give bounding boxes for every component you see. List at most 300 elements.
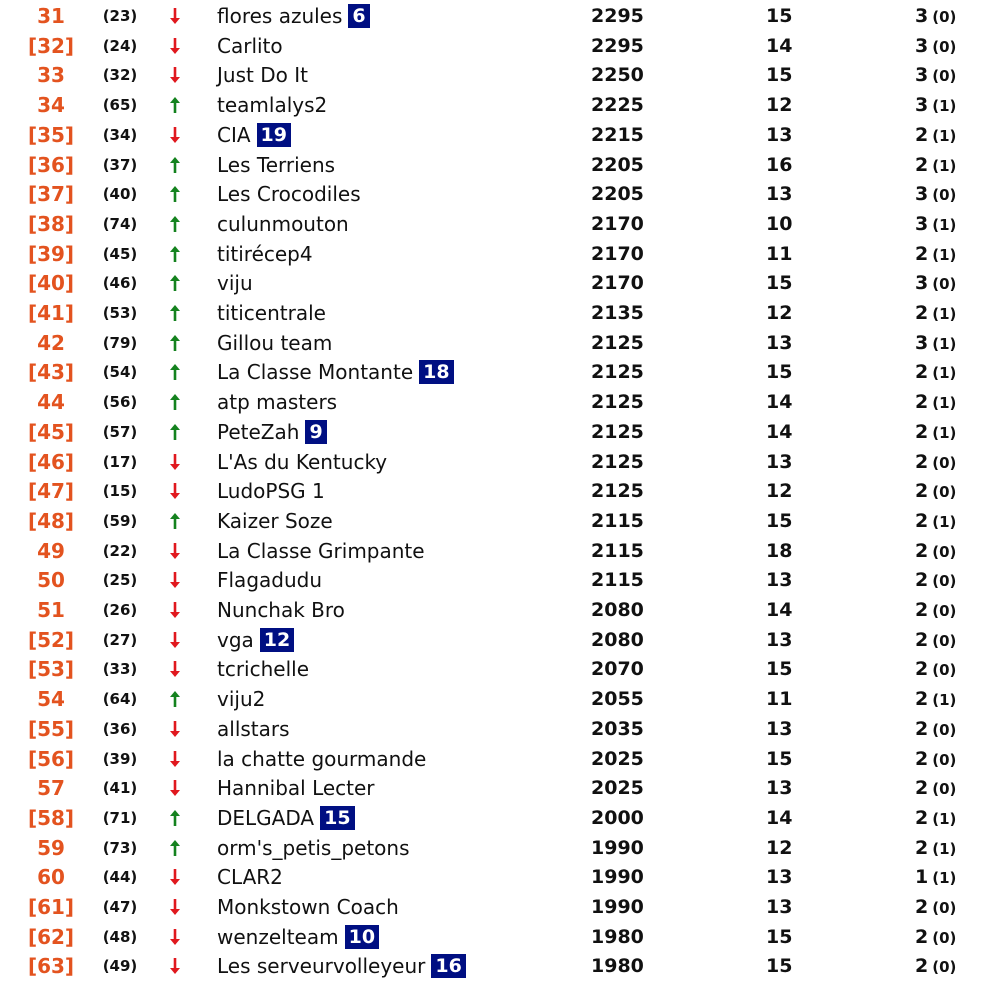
table-row[interactable] [0,744,1008,774]
wins: 2 [915,658,929,681]
arrow-down-icon [165,536,185,566]
previous-rank: (23) [102,7,138,25]
table-row[interactable] [0,239,1008,269]
team-name[interactable]: CLAR2 [217,865,283,890]
games-played: 13 [766,450,793,473]
team-name[interactable]: Flagadudu [217,568,323,593]
wins: 3 [915,183,929,206]
arrow-down-icon [165,60,185,90]
games-played: 14 [766,599,793,621]
wins-detail: (0) [932,8,957,26]
team-name[interactable]: Monkstown Coach [217,895,399,919]
previous-rank: (79) [102,333,138,352]
points: 2170 [591,242,644,265]
games-played: 14 [766,34,793,57]
table-row[interactable] [0,447,1008,477]
team-badge: 16 [431,954,465,978]
team-badge: 10 [345,925,379,949]
rank: [58] [27,805,75,830]
table-row[interactable] [0,179,1008,209]
wins-detail: (1) [932,839,957,858]
games-played: 12 [766,302,793,324]
team-name[interactable]: La Classe Montante [217,360,414,385]
wins: 3 [915,64,929,87]
games-played: 15 [766,925,793,948]
arrow-down-icon [165,625,185,655]
wins-detail: (1) [932,245,957,264]
wins-detail: (0) [932,275,957,294]
wins-detail: (0) [932,958,957,977]
wins-detail: (0) [932,602,957,620]
wins: 2 [915,747,929,770]
arrow-up-icon [165,803,185,833]
points: 2295 [591,34,644,57]
games-played: 11 [766,688,793,711]
arrow-up-icon [165,684,185,714]
games-played: 12 [766,94,793,117]
wins: 3 [915,212,929,235]
points: 2250 [591,64,644,87]
arrow-down-icon [165,565,185,595]
points: 2125 [591,391,644,414]
games-played: 11 [766,242,793,265]
table-row[interactable] [0,951,1008,981]
team-name[interactable]: Hannibal Lecter [217,776,375,801]
wins: 2 [915,420,929,443]
arrow-up-icon [165,357,185,387]
previous-rank: (59) [102,511,138,530]
previous-rank: (32) [102,66,138,85]
team-name[interactable]: atp masters [217,390,338,415]
points: 2055 [591,688,644,711]
rank: 42 [37,330,65,355]
games-played: 15 [766,747,793,770]
wins-detail: (0) [932,67,957,86]
games-played: 13 [766,183,793,206]
team-name[interactable]: L'As du Kentucky [217,449,388,474]
table-row[interactable] [0,922,1008,952]
previous-rank: (74) [102,214,138,233]
wins: 2 [915,925,929,948]
games-played: 15 [766,272,793,295]
wins: 2 [915,777,929,800]
rank: 31 [37,4,65,28]
table-row[interactable] [0,714,1008,744]
team-name[interactable]: allstars [217,716,290,741]
games-played: 13 [766,123,793,146]
games-played: 13 [766,777,793,800]
team-name[interactable]: titicentrale [217,301,326,325]
wins: 2 [915,391,929,414]
rank: 34 [37,93,65,118]
arrow-down-icon [165,744,185,774]
wins-detail: (0) [932,661,957,680]
games-played: 15 [766,509,793,532]
arrow-up-icon [165,239,185,269]
rank: [32] [27,33,75,58]
previous-rank: (64) [102,690,138,709]
team-badge: 9 [305,420,326,444]
wins: 2 [915,153,929,176]
wins: 2 [915,717,929,740]
wins-detail: (0) [932,542,957,561]
previous-rank: (39) [102,749,138,768]
wins: 3 [915,34,929,57]
rank: 60 [37,865,65,890]
wins-detail: (1) [932,97,957,116]
wins: 3 [915,94,929,117]
wins-detail: (1) [932,512,957,531]
points: 2080 [591,628,644,651]
wins-detail: (0) [932,720,957,739]
team-name[interactable]: CIA [217,122,251,147]
rank: 57 [37,776,65,801]
games-played: 15 [766,658,793,681]
previous-rank: (54) [102,363,138,382]
arrow-down-icon [165,120,185,150]
wins: 3 [915,331,929,354]
arrow-up-icon [165,506,185,536]
rank: [48] [27,508,75,533]
arrow-up-icon [165,328,185,358]
points: 2125 [591,331,644,354]
games-played: 14 [766,806,793,829]
wins: 1 [915,866,929,889]
table-row[interactable] [0,90,1008,120]
wins: 2 [915,955,929,978]
points: 1990 [591,896,644,918]
arrow-down-icon [165,476,185,506]
table-row[interactable] [0,833,1008,863]
games-played: 13 [766,628,793,651]
previous-rank: (45) [102,244,138,263]
team-name[interactable]: flores azules [217,4,343,28]
games-played: 18 [766,539,793,562]
previous-rank: (73) [102,838,138,857]
team-name[interactable]: Nunchak Bro [217,598,345,622]
table-row[interactable] [0,803,1008,833]
arrow-down-icon [165,595,185,625]
wins-detail: (0) [932,928,957,947]
rank: [45] [27,419,75,444]
rank: [55] [27,716,75,741]
points: 1990 [591,866,644,889]
wins: 2 [915,688,929,711]
points: 2125 [591,361,644,384]
rank: [46] [27,449,75,474]
points: 2115 [591,569,644,592]
wins-detail: (0) [932,186,957,205]
rank: [37] [27,182,75,207]
rank: 54 [37,687,65,712]
wins: 2 [915,242,929,265]
previous-rank: (25) [102,571,138,590]
previous-rank: (44) [102,868,138,887]
points: 2025 [591,777,644,800]
wins: 2 [915,628,929,651]
wins-detail: (1) [932,305,957,323]
table-row[interactable] [0,506,1008,536]
points: 2000 [591,806,644,829]
previous-rank: (36) [102,719,138,738]
games-played: 14 [766,420,793,443]
games-played: 12 [766,480,793,503]
table-row[interactable] [0,892,1008,922]
team-name[interactable]: Gillou team [217,330,333,355]
team-name[interactable]: LudoPSG 1 [217,479,325,504]
table-row[interactable] [0,565,1008,595]
wins: 2 [915,806,929,829]
previous-rank: (48) [102,927,138,946]
previous-rank: (41) [102,779,138,798]
arrow-up-icon [165,833,185,863]
wins-detail: (0) [932,37,957,56]
table-row[interactable] [0,387,1008,417]
wins-detail: (1) [932,809,957,828]
previous-rank: (15) [102,482,138,501]
wins: 2 [915,539,929,562]
rank: [61] [27,895,75,919]
table-row[interactable] [0,328,1008,358]
wins: 3 [915,272,929,295]
wins: 2 [915,599,929,621]
games-played: 13 [766,866,793,889]
points: 2070 [591,658,644,681]
games-played: 15 [766,361,793,384]
arrow-down-icon [165,1,185,31]
team-name[interactable]: tcrichelle [217,657,310,682]
previous-rank: (37) [102,155,138,174]
arrow-up-icon [165,268,185,298]
arrow-down-icon [165,922,185,952]
wins: 2 [915,361,929,384]
wins-detail: (1) [932,364,957,383]
arrow-down-icon [165,862,185,892]
wins-detail: (0) [932,572,957,591]
rank: [41] [27,301,75,325]
games-played: 13 [766,896,793,918]
rank: [47] [27,479,75,504]
team-name[interactable]: viju [217,271,253,296]
previous-rank: (57) [102,422,138,441]
rank: [39] [27,241,75,266]
wins: 2 [915,569,929,592]
previous-rank: (71) [102,808,138,827]
previous-rank: (40) [102,185,138,204]
points: 2295 [591,5,644,27]
wins-detail: (1) [932,394,957,413]
previous-rank: (46) [102,274,138,293]
previous-rank: (49) [102,957,138,976]
table-row[interactable] [0,625,1008,655]
wins: 2 [915,450,929,473]
wins-detail: (1) [932,215,957,234]
games-played: 10 [766,212,793,235]
points: 2135 [591,302,644,324]
arrow-down-icon [165,773,185,803]
games-played: 15 [766,64,793,87]
rank: 59 [37,835,65,860]
points: 2205 [591,183,644,206]
team-name[interactable]: culunmouton [217,211,349,236]
arrow-down-icon [165,892,185,922]
team-badge: 6 [348,4,369,28]
arrow-down-icon [165,714,185,744]
wins-detail: (0) [932,453,957,472]
table-row[interactable] [0,298,1008,328]
team-badge: 15 [320,806,354,830]
arrow-up-icon [165,179,185,209]
team-name[interactable]: PeteZah [217,419,300,444]
wins: 2 [915,896,929,918]
arrow-up-icon [165,209,185,239]
games-played: 13 [766,569,793,592]
points: 2215 [591,123,644,146]
team-name[interactable]: orm's_petis_petons [217,835,410,860]
table-row[interactable] [0,773,1008,803]
team-name[interactable]: DELGADA [217,805,315,830]
wins: 2 [915,509,929,532]
team-name[interactable]: teamlalys2 [217,93,328,118]
table-row[interactable] [0,536,1008,566]
previous-rank: (56) [102,393,138,412]
rank: [36] [27,152,75,177]
previous-rank: (65) [102,96,138,115]
team-name[interactable]: Carlito [217,33,283,58]
rank: 33 [37,63,65,88]
wins-detail: (1) [932,156,957,175]
table-row[interactable] [0,209,1008,239]
previous-rank: (27) [102,630,138,649]
previous-rank: (22) [102,541,138,560]
points: 1980 [591,955,644,978]
rank: [63] [27,954,75,979]
rank: 50 [37,568,65,593]
points: 2025 [591,747,644,770]
team-badge: 18 [419,360,453,384]
table-row[interactable] [0,60,1008,90]
wins-detail: (1) [932,126,957,145]
wins-detail: (1) [932,869,957,888]
previous-rank: (53) [102,304,138,322]
points: 2170 [591,272,644,295]
previous-rank: (26) [102,601,138,619]
team-name[interactable]: Kaizer Soze [217,508,333,533]
games-played: 15 [766,955,793,978]
games-played: 14 [766,391,793,414]
wins-detail: (0) [932,631,957,650]
rank: [38] [27,211,75,236]
arrow-up-icon [165,417,185,447]
team-badge: 19 [257,123,291,147]
arrow-down-icon [165,654,185,684]
wins: 2 [915,480,929,503]
rank: [40] [27,271,75,296]
rank: [43] [27,360,75,385]
games-played: 12 [766,836,793,859]
games-played: 16 [766,153,793,176]
table-row[interactable] [0,268,1008,298]
wins-detail: (1) [932,691,957,710]
table-row[interactable] [0,862,1008,892]
rank: 51 [37,598,65,622]
table-row[interactable] [0,595,1008,625]
table-row[interactable] [0,476,1008,506]
points: 2035 [591,717,644,740]
points: 2125 [591,420,644,443]
team-name[interactable]: Les Crocodiles [217,182,361,207]
table-row[interactable] [0,417,1008,447]
arrow-up-icon [165,387,185,417]
previous-rank: (33) [102,660,138,679]
wins-detail: (0) [932,899,957,917]
points: 2170 [591,212,644,235]
rank: [53] [27,657,75,682]
rank: [52] [27,627,75,652]
arrow-down-icon [165,447,185,477]
points: 1980 [591,925,644,948]
team-name[interactable]: la chatte gourmande [217,746,427,771]
previous-rank: (34) [102,125,138,144]
wins: 2 [915,836,929,859]
team-name[interactable]: Les serveurvolleyeur [217,954,426,979]
team-name[interactable]: Les Terriens [217,152,336,177]
previous-rank: (24) [102,36,138,55]
points: 2080 [591,599,644,621]
wins-detail: (1) [932,423,957,442]
rank: [62] [27,924,75,949]
points: 2115 [591,539,644,562]
previous-rank: (17) [102,452,138,471]
table-row[interactable] [0,120,1008,150]
table-row[interactable] [0,654,1008,684]
wins: 2 [915,302,929,324]
previous-rank: (47) [102,898,138,916]
points: 1990 [591,836,644,859]
wins: 2 [915,123,929,146]
games-played: 15 [766,5,793,27]
points: 2115 [591,509,644,532]
wins: 3 [915,5,929,27]
team-name[interactable]: wenzelteam [217,924,339,949]
wins-detail: (0) [932,483,957,502]
arrow-up-icon [165,90,185,120]
table-row[interactable] [0,684,1008,714]
table-row[interactable] [0,357,1008,387]
points: 2125 [591,450,644,473]
wins-detail: (0) [932,780,957,799]
team-name[interactable]: viju2 [217,687,266,712]
team-name[interactable]: La Classe Grimpante [217,538,425,563]
table-row[interactable] [0,1,1008,31]
games-played: 13 [766,331,793,354]
rank: 49 [37,538,65,563]
table-row[interactable] [0,150,1008,180]
rank: 44 [37,390,65,415]
games-played: 13 [766,717,793,740]
table-row[interactable] [0,31,1008,61]
arrow-up-icon [165,298,185,328]
team-badge: 12 [260,628,294,652]
rank: [35] [27,122,75,147]
wins-detail: (0) [932,750,957,769]
arrow-up-icon [165,150,185,180]
team-name[interactable]: vga [217,627,254,652]
team-name[interactable]: Just Do It [217,63,308,88]
points: 2225 [591,94,644,117]
team-name[interactable]: titirécep4 [217,241,313,266]
points: 2125 [591,480,644,503]
